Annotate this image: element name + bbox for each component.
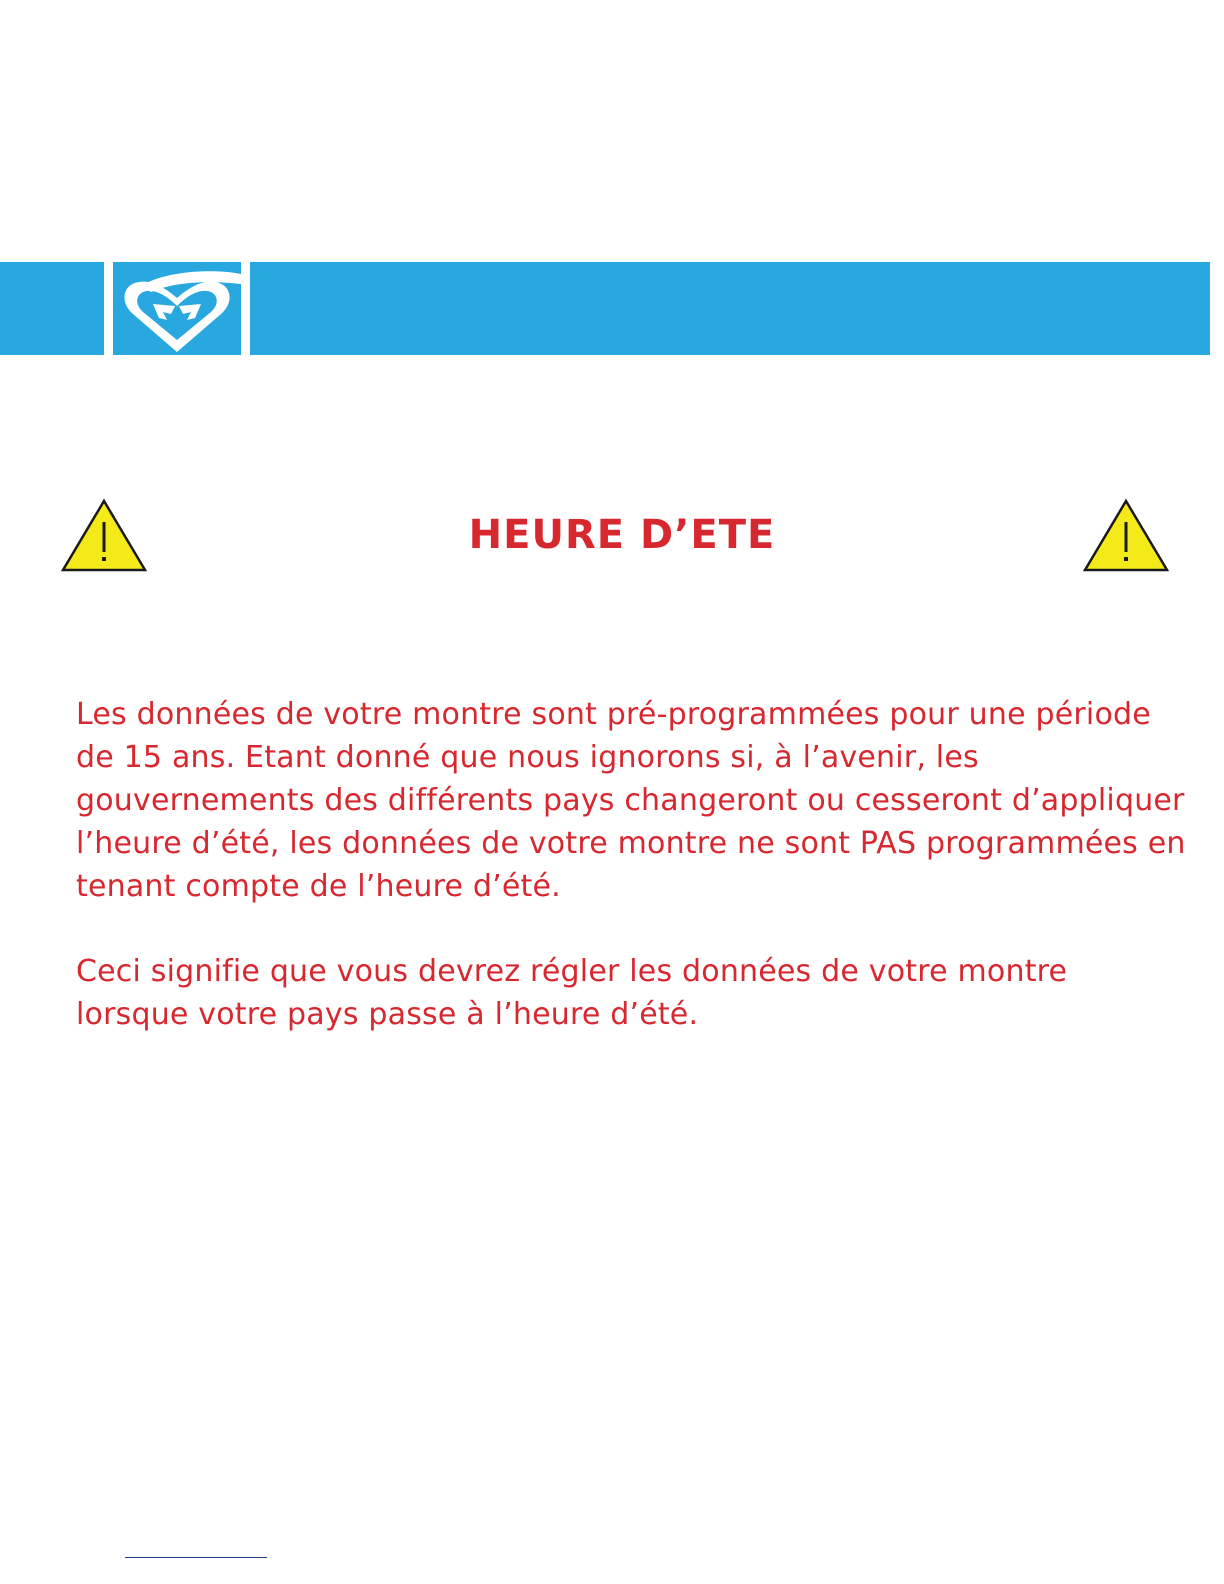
header-band-right <box>250 262 1210 355</box>
header-logo-block <box>113 262 241 355</box>
warning-triangle-icon <box>1082 498 1170 574</box>
body-paragraph: Ceci signifie que vous devrez régler les données de votre montre lorsque votre pays passe à l’heure d’été. <box>76 954 1068 1032</box>
footer-divider <box>125 1557 267 1558</box>
roxy-heart-logo-icon <box>113 262 241 355</box>
header-band-left <box>0 262 104 355</box>
body-paragraph: Les données de votre montre sont pré-programmées pour une période de 15 ans. Etant donné que nous ignorons si, à l’avenir, les gouvernements des différents pays changeront ou cesseront d’appliquer l’heure d’été, les données de votre montre ne sont PAS programmées en tenant compte de l’heure d’été. <box>76 697 1186 904</box>
page-title: HEURE D’ETE <box>468 512 776 558</box>
